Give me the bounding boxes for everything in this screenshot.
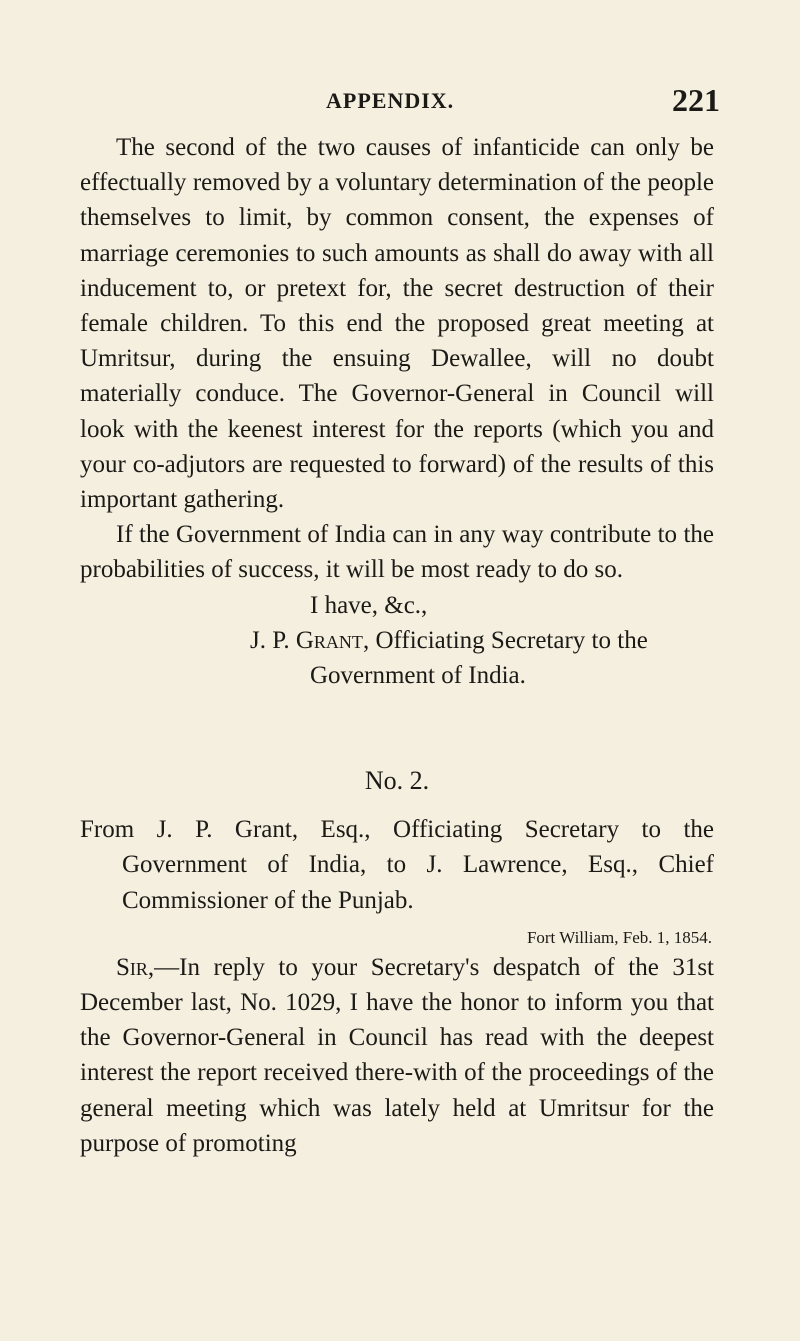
page-number: 221 [672, 82, 720, 118]
running-head: APPENDIX. [326, 88, 455, 113]
letter-salutation: Sir [116, 953, 148, 981]
letter-body-text: ,—In reply to your Secretary's despatch of the 31st December last, No. 1029, I have the honor to inform you that the Governor-General in Council has read with the deepest interest the report received there-with of the proceedings of the general meeting which was lately held at Umritsur for the purpose of promoting [80, 953, 714, 1157]
letter-body [80, 950, 714, 1161]
letter-address-block: From J. P. Grant, Esq., Officiating Secretary to the Government of India, to J. Lawrence, Esq., Chief Commissioner of the Punjab. [80, 816, 714, 914]
letter-dateline: Fort William, Feb. 1, 1854. [526, 927, 712, 947]
page-body [80, 130, 714, 1161]
paragraph-government-contribution: If the Government of India can in any way contribute to the probabilities of success, it will be most ready to do so. [80, 521, 714, 584]
paragraph-infanticide-causes: The second of the two causes of infanticide can only be effectually removed by a voluntary determination of the people themselves to limit, by common consent, the expenses of marriage ceremonies to such amounts as shall do away with all inducement to, or pretext for, the secret destruction of their female children. To this end the proposed great meeting at Umritsur, during the ensuing Dewallee, will no doubt materially conduce. The Governor-General in Council will look with the keenest interest for the reports (which you and your co-adjutors are requested to forward) of the results of this important gathering. [80, 134, 714, 514]
page-header [80, 82, 720, 124]
letter-closing: I have, &c., [310, 591, 428, 619]
signature-title: , Officiating Secretary to the [362, 626, 648, 654]
signature-surname: Grant [295, 626, 363, 654]
document-number: No. 2. [364, 766, 430, 796]
signature-title-continued: Government of India. [310, 662, 526, 690]
signature-initials: J. P. [250, 626, 296, 654]
signature-line [80, 623, 714, 658]
